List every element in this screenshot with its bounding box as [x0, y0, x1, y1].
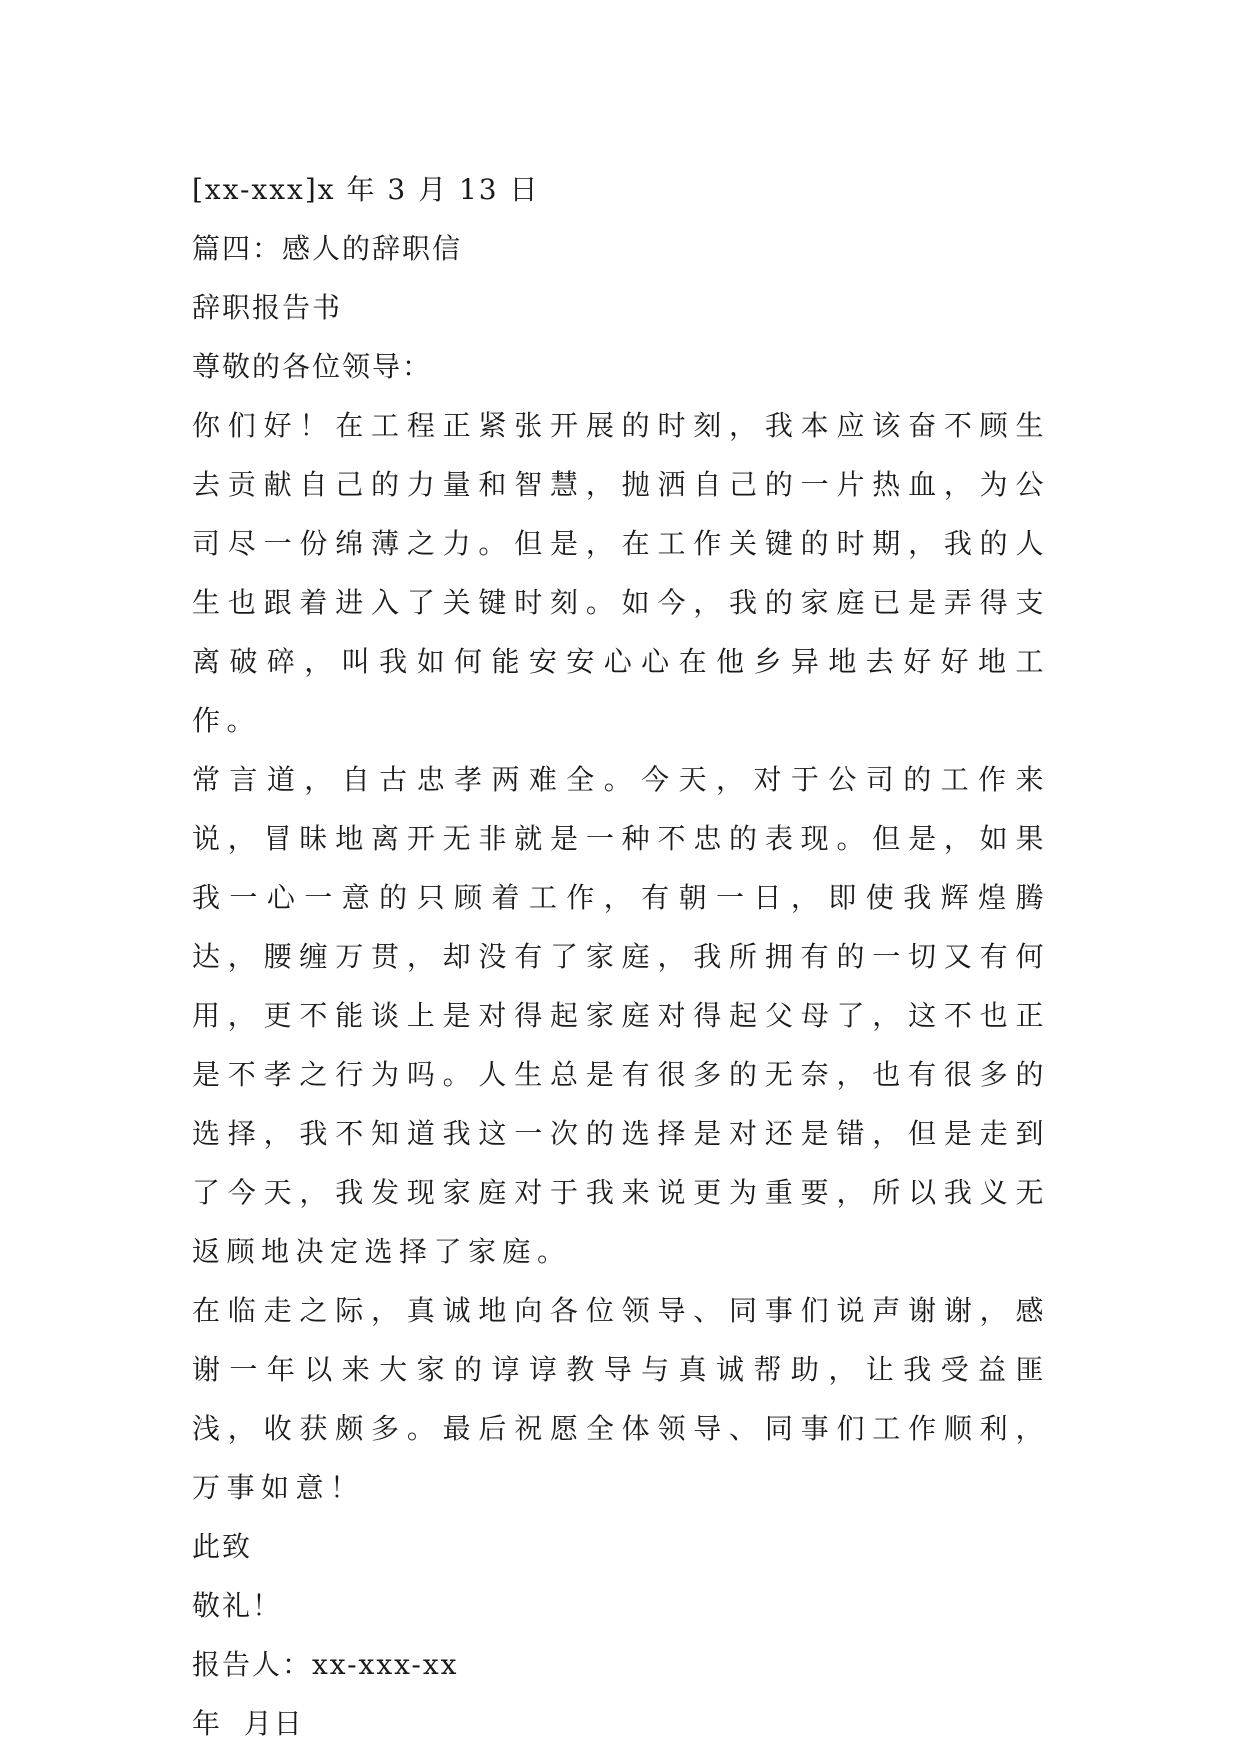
closing-jing-li: 敬礼！ [192, 1589, 283, 1622]
closing-ci-zhi: 此致 [192, 1530, 253, 1563]
document-body [192, 160, 1050, 1753]
section-title: 篇四：感人的辞职信 [192, 232, 463, 265]
document-title: 辞职报告书 [192, 291, 343, 324]
body-paragraph-3: 在临走之际，真诚地向各位领导、同事们说声谢谢，感谢一年以来大家的谆谆教导与真诚帮助，让我受益匪浅，收获颇多。最后祝愿全体领导、同事们工作顺利，万事如意！ [192, 1294, 1050, 1504]
signature-date: 年 月日 [192, 1707, 304, 1740]
body-paragraph-1: 你们好！在工程正紧张开展的时刻，我本应该奋不顾生去贡献自己的力量和智慧，抛洒自己的一片热血，为公司尽一份绵薄之力。但是，在工作关键的时期，我的人生也跟着进入了关键时刻。如今，我的家庭已是弄得支离破碎，叫我如何能安安心心在他乡异地去好好地工作。 [192, 409, 1050, 737]
date-line: [xx-xxx]x 年 3 月 13 日 [192, 173, 540, 206]
salutation: 尊敬的各位领导： [192, 350, 433, 383]
body-paragraph-2: 常言道，自古忠孝两难全。今天，对于公司的工作来说，冒昧地离开无非就是一种不忠的表现。但是，如果我一心一意的只顾着工作，有朝一日，即使我辉煌腾达，腰缠万贯，却没有了家庭，我所拥有的一切又有何用，更不能谈上是对得起家庭对得起父母了，这不也正是不孝之行为吗。人生总是有很多的无奈，也有很多的选择，我不知道我这一次的选择是对还是错，但是走到了今天，我发现家庭对于我来说更为重要，所以我义无返顾地决定选择了家庭。 [192, 763, 1050, 1268]
reporter-signature: 报告人：xx-xxx-xx [192, 1648, 459, 1681]
